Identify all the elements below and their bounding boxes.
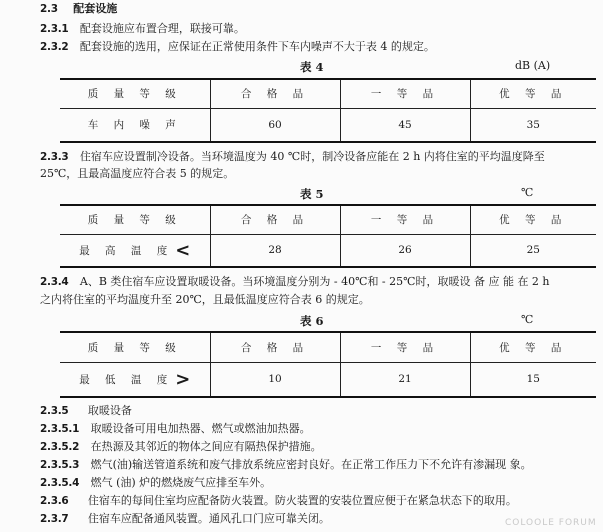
clause-text: 住宿车的每间住室均应配备防火装置。防火装置的安装位置应便于在紧急状态下的取用。 xyxy=(87,494,517,507)
clause-number: 2.3.5.3 xyxy=(40,459,80,471)
clause-text: A、B 类住宿车应设置取暖设备。当环境温度分别为 - 40℃和 - 25℃时，取暖设 备 应 能 在 2 h xyxy=(79,275,550,288)
clause-text: 取暖设备 xyxy=(87,404,132,417)
header-first-class: 一 等 品 xyxy=(340,332,470,362)
greater-than-symbol: > xyxy=(175,368,191,390)
clause-text: 燃气(油)输送管道系统和废气排放系统应密封良好。在正常工作压力下不允许有渗漏现 象。 xyxy=(90,458,532,471)
value-excellent: 15 xyxy=(470,362,596,397)
value-excellent: 35 xyxy=(470,108,596,142)
header-excellent: 优 等 品 xyxy=(470,205,596,234)
clause-2-3-2 xyxy=(40,40,435,54)
clause-2-3-5 xyxy=(40,404,132,418)
clause-number: 2.3.4 xyxy=(40,276,69,288)
row-label xyxy=(60,362,210,397)
header-excellent: 优 等 品 xyxy=(470,79,596,108)
row-label-text: 最 高 温 度 xyxy=(79,244,174,257)
value-qualified: 28 xyxy=(210,234,340,267)
section-number: 2.3 xyxy=(40,3,58,15)
table-4 xyxy=(60,78,596,143)
clause-2-3-5-4 xyxy=(40,476,271,490)
clause-text: 配套设施的选用，应保证在正常使用条件下车内噪声不大于表 4 的规定。 xyxy=(79,40,435,53)
row-label-text: 最 低 温 度 xyxy=(79,373,174,386)
clause-2-3-4-line-2: 之内将住室的平均温度升至 20℃，且最低温度应符合表 6 的规定。 xyxy=(40,293,370,306)
clause-2-3-5-3 xyxy=(40,458,532,472)
table-row xyxy=(60,362,596,397)
clause-2-3-3-line-1 xyxy=(40,150,545,164)
header-qualified: 合 格 品 xyxy=(210,332,340,362)
clause-text: 配套设施应布置合理，联接可靠。 xyxy=(79,22,245,35)
table-6-unit: ℃ xyxy=(521,313,534,326)
section-title: 配套设施 xyxy=(73,2,118,15)
clause-text: 燃气 (油) 炉的燃烧废气应排至车外。 xyxy=(90,476,272,489)
table-4-unit: dB (A) xyxy=(515,59,551,72)
row-label xyxy=(60,234,210,267)
value-first-class: 21 xyxy=(340,362,470,397)
table-header-row xyxy=(60,205,596,234)
header-quality-grade: 质 量 等 级 xyxy=(60,205,210,234)
clause-2-3-1 xyxy=(40,22,245,36)
clause-number: 2.3.5.1 xyxy=(40,423,80,435)
clause-number: 2.3.7 xyxy=(40,513,69,525)
clause-number: 2.3.2 xyxy=(40,41,69,53)
row-label: 车 内 噪 声 xyxy=(60,108,210,142)
header-excellent: 优 等 品 xyxy=(470,332,596,362)
clause-number: 2.3.5.4 xyxy=(40,477,80,489)
clause-2-3-6 xyxy=(40,494,517,508)
header-first-class: 一 等 品 xyxy=(340,205,470,234)
clause-2-3-7 xyxy=(40,512,330,526)
clause-number: 2.3.6 xyxy=(40,495,69,507)
clause-2-3-4-line-1 xyxy=(40,275,550,289)
value-qualified: 10 xyxy=(210,362,340,397)
clause-text: 取暖设备可用电加热器、燃气或燃油加热器。 xyxy=(90,422,311,435)
table-5 xyxy=(60,204,596,268)
header-quality-grade: 质 量 等 级 xyxy=(60,79,210,108)
clause-2-3-5-2 xyxy=(40,440,322,454)
clause-2-3-3-line-2: 25℃，且最高温度应符合表 5 的规定。 xyxy=(40,167,235,180)
table-5-caption: 表 5 xyxy=(300,187,324,201)
value-excellent: 25 xyxy=(470,234,596,267)
table-6 xyxy=(60,331,596,398)
header-first-class: 一 等 品 xyxy=(340,79,470,108)
header-quality-grade: 质 量 等 级 xyxy=(60,332,210,362)
value-first-class: 45 xyxy=(340,108,470,142)
clause-text: 在热源及其邻近的物体之间应有隔热保护措施。 xyxy=(90,440,322,453)
watermark: COLOOLE FORUM xyxy=(505,518,597,528)
header-qualified: 合 格 品 xyxy=(210,79,340,108)
table-6-caption: 表 6 xyxy=(300,314,324,328)
clause-number: 2.3.5 xyxy=(40,405,69,417)
less-than-symbol: < xyxy=(175,239,191,261)
value-qualified: 60 xyxy=(210,108,340,142)
section-heading xyxy=(40,2,117,16)
table-row xyxy=(60,108,596,142)
clause-number: 2.3.1 xyxy=(40,23,69,35)
clause-2-3-5-1 xyxy=(40,422,311,436)
table-5-unit: ℃ xyxy=(521,186,534,199)
table-header-row xyxy=(60,79,596,108)
table-4-caption: 表 4 xyxy=(300,60,324,74)
header-qualified: 合 格 品 xyxy=(210,205,340,234)
value-first-class: 26 xyxy=(340,234,470,267)
table-header-row xyxy=(60,332,596,362)
clause-number: 2.3.3 xyxy=(40,151,69,163)
table-row xyxy=(60,234,596,267)
clause-text: 住宿车应配备通风装置。通风孔口门应可靠关闭。 xyxy=(87,512,330,525)
clause-number: 2.3.5.2 xyxy=(40,441,80,453)
clause-text: 住宿车应设置制冷设备。当环境温度为 40 ℃时，制冷设备应能在 2 h 内将住室的平均温度降至 xyxy=(79,150,545,163)
